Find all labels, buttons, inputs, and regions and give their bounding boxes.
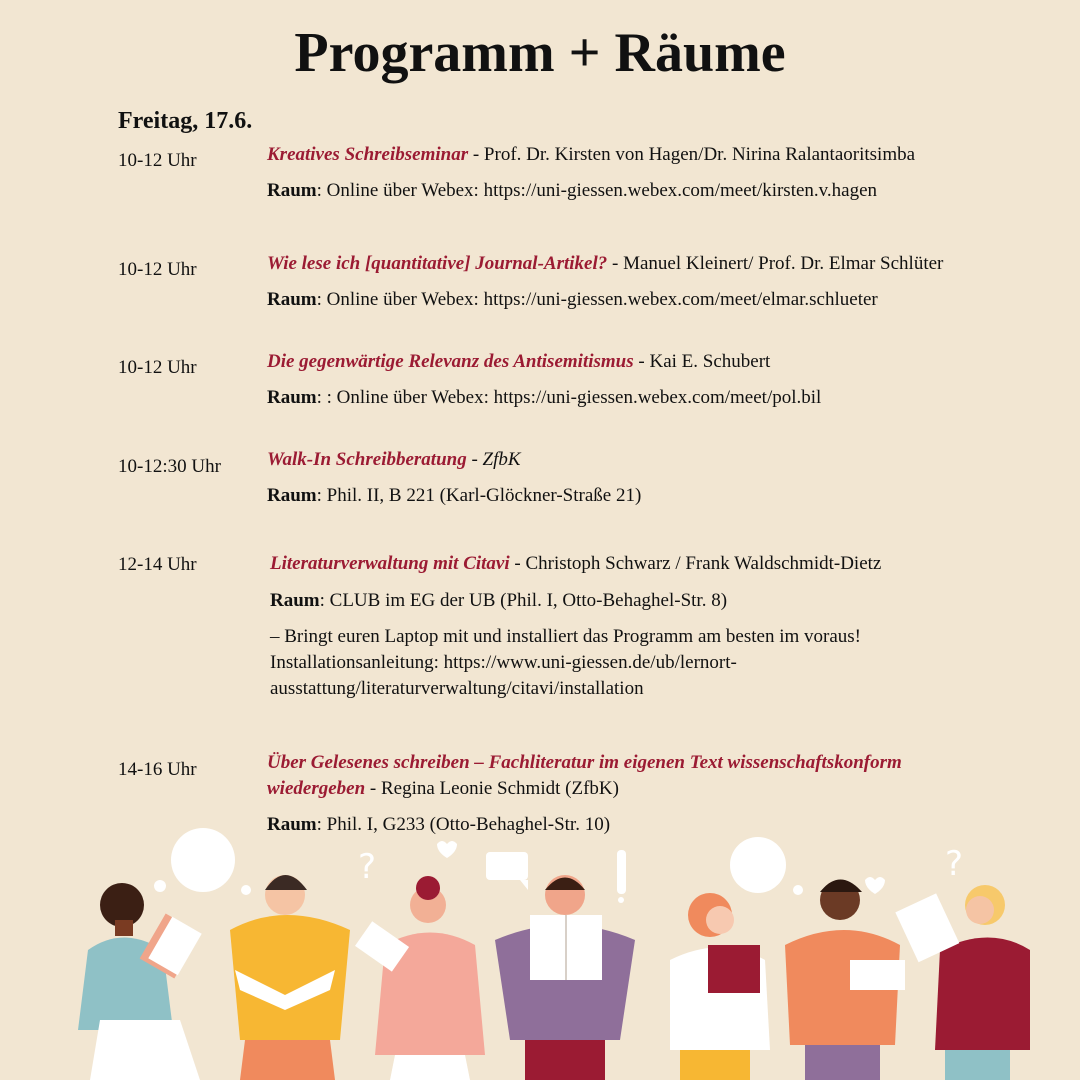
session-room (267, 287, 878, 313)
session-note-line: – Bringt euren Laptop mit und installiert das Programm am besten im voraus! (270, 626, 861, 647)
message-icon (486, 852, 528, 880)
readers-illustration (0, 820, 1080, 1080)
speech-bubble-icon (171, 828, 235, 892)
reader-figure (355, 876, 485, 1080)
session-speakers: - Regina Leonie Schmidt (ZfbK) (365, 778, 619, 799)
session-title-line (267, 447, 521, 473)
session-note-line: Installationsanleitung: https://www.uni-giessen.de/ub/lernort- (270, 652, 737, 673)
session-speakers: - Kai E. Schubert (633, 351, 771, 372)
session-title-line (267, 142, 915, 168)
session-speakers: - Christoph Schwarz / Frank Waldschmidt-Dietz (509, 553, 882, 574)
session-topic: Walk-In Schreibberatung (267, 449, 467, 470)
session-title-line (267, 251, 943, 277)
room-value: : Online über Webex: https://uni-giessen.webex.com/meet/kirsten.v.hagen (316, 180, 878, 201)
question-mark-icon: ? (358, 847, 377, 887)
session-topic: Die gegenwärtige Relevanz des Antisemitismus (267, 351, 634, 372)
room-value: : : Online über Webex: https://uni-giessen.webex.com/meet/pol.bil (316, 387, 822, 408)
session-topic: Kreatives Schreibseminar (267, 144, 469, 165)
heart-icon (865, 877, 885, 894)
session-time: 10-12:30 Uhr (118, 456, 221, 477)
room-value: : CLUB im EG der UB (Phil. I, Otto-Behaghel-Str. 8) (319, 590, 728, 611)
reader-figure (785, 880, 905, 1080)
session-time: 10-12 Uhr (118, 259, 197, 280)
question-mark-icon: ? (945, 844, 964, 884)
room-label: Raum (267, 387, 317, 408)
session-time: 10-12 Uhr (118, 150, 197, 171)
room-value: : Online über Webex: https://uni-giessen.webex.com/meet/elmar.schlueter (316, 289, 878, 310)
session-room (267, 178, 877, 204)
room-value: : Phil. I, G233 (Otto-Behaghel-Str. 10) (316, 814, 611, 835)
session-title-line (267, 750, 902, 776)
room-value: : Phil. II, B 221 (Karl-Glöckner-Straße 21) (316, 485, 642, 506)
reader-figure (895, 885, 1030, 1080)
room-label: Raum (267, 485, 317, 506)
session-note-line: ausstattung/literaturverwaltung/citavi/installation (270, 678, 644, 699)
room-label: Raum (267, 814, 317, 835)
session-speakers: - Manuel Kleinert/ Prof. Dr. Elmar Schlüter (607, 253, 944, 274)
room-label: Raum (267, 180, 317, 201)
day-heading: Freitag, 17.6. (118, 108, 253, 134)
session-title-line (267, 776, 619, 802)
session-time: 14-16 Uhr (118, 759, 197, 780)
room-label: Raum (267, 289, 317, 310)
session-topic: Über Gelesenes schreiben – Fachliteratur im eigenen Text wissenschaftskonform (267, 752, 902, 773)
session-topic: wiedergeben (267, 778, 366, 799)
reader-figure (495, 875, 635, 1080)
session-speakers: - Prof. Dr. Kirsten von Hagen/Dr. Nirina Ralantaoritsimba (468, 144, 916, 165)
speech-bubble-icon (730, 837, 786, 893)
session-topic: Literaturverwaltung mit Citavi (270, 553, 510, 574)
session-time: 12-14 Uhr (118, 554, 197, 575)
session-room (267, 483, 641, 509)
exclamation-icon (617, 850, 626, 894)
reader-figure (78, 883, 202, 1080)
page-title: Programm + Räume (294, 22, 786, 84)
session-topic: Wie lese ich [quantitative] Journal-Artikel? (267, 253, 608, 274)
reader-figure (670, 893, 770, 1080)
session-room (267, 385, 821, 411)
session-title-line (267, 349, 770, 375)
reader-figure (230, 875, 350, 1080)
session-title-line (270, 551, 881, 577)
session-room (270, 588, 727, 614)
session-speakers: - ZfbK (466, 449, 521, 470)
room-label: Raum (270, 590, 320, 611)
session-time: 10-12 Uhr (118, 357, 197, 378)
heart-icon (437, 841, 457, 858)
